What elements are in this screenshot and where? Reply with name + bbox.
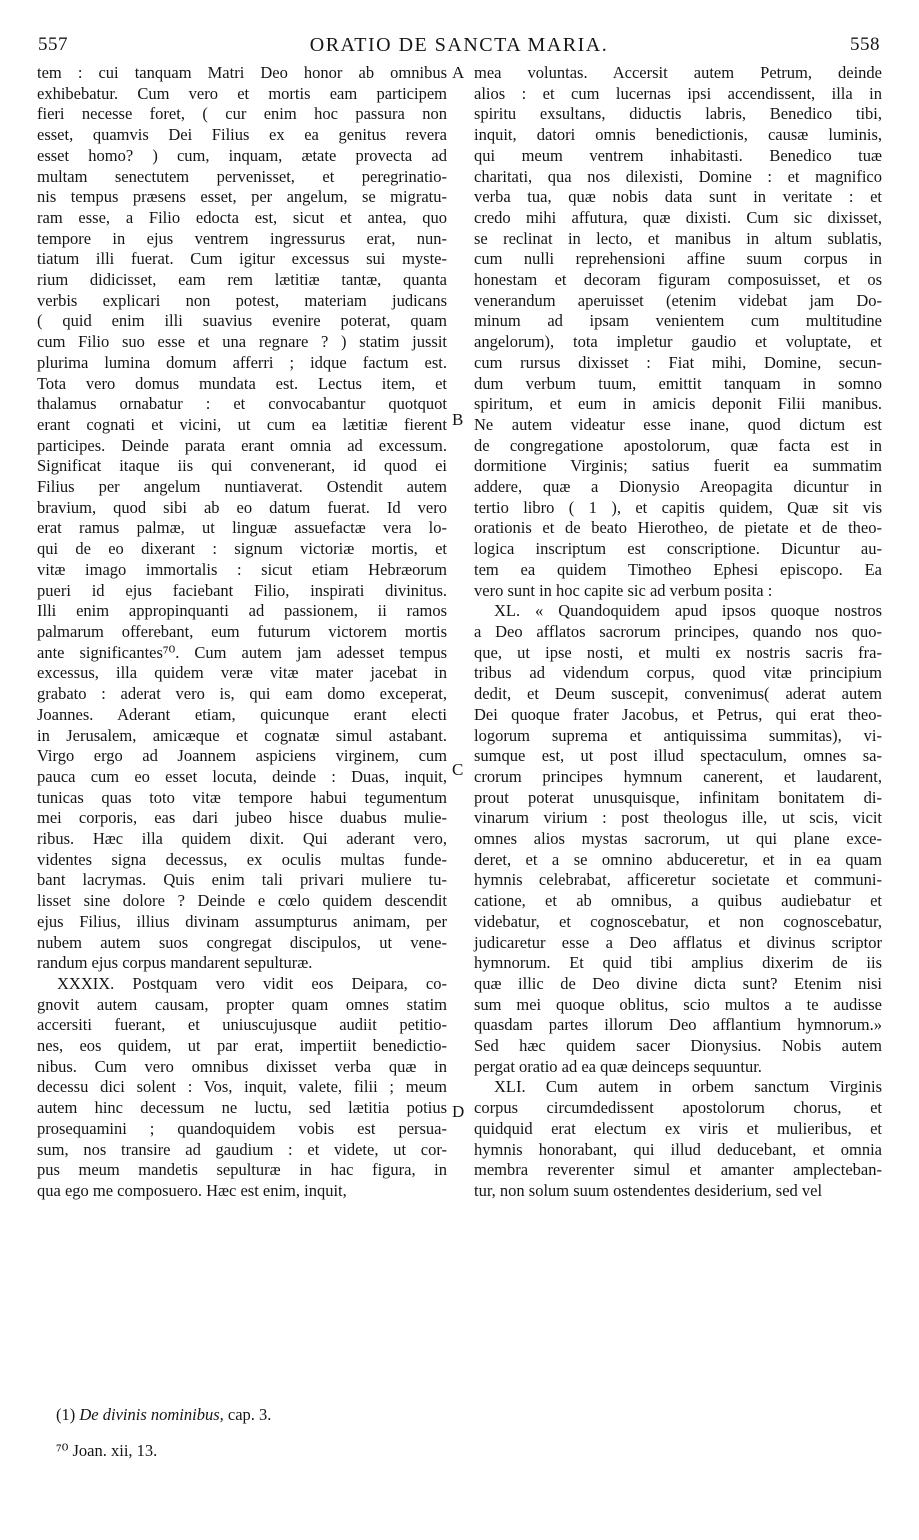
text-line: omnes alios mystas sacrorum, ut qui plane exce- bbox=[474, 829, 882, 849]
text-line: pergat oratio ad ea quæ deinceps sequuntur. bbox=[474, 1056, 762, 1076]
margin-letter-c: C bbox=[452, 760, 464, 779]
text-line: verba tua, quæ nobis data sunt in veritate : et bbox=[474, 187, 882, 207]
text-line: tur, non solum suum ostendentes desiderium, sed vel bbox=[474, 1180, 823, 1200]
text-line: cum Filio suo esse et una regnare ? ) statim jussit bbox=[37, 332, 447, 352]
footnote-1 bbox=[56, 1405, 271, 1425]
text-line: autem hinc decessum ne luctu, sed lætitia potius bbox=[37, 1098, 447, 1118]
text-line: pueri id ejus faciebant Filio, inspirati divinitus. bbox=[37, 580, 447, 600]
text-line: sumque est, ut post illud spectaculum, omnes sa- bbox=[474, 746, 882, 766]
text-line: qui meum ventrem inhabitasti. Benedico tuæ bbox=[474, 145, 882, 165]
text-line: vero sunt in hoc capite sic ad verbum posita : bbox=[474, 580, 773, 600]
text-line: videntes signa decessus, ex oculis multas funde- bbox=[37, 849, 447, 869]
text-line: qua ego me composuero. Hæc est enim, inquit, bbox=[37, 1180, 347, 1200]
text-line: plurima lumina domum afferri ; idque factum est. bbox=[37, 352, 447, 372]
text-line: Filius per angelum nuntiaverat. Ostendit autem bbox=[37, 477, 447, 497]
margin-letter-d: D bbox=[452, 1102, 465, 1121]
text-line: Dei quoque frater Jacobus, et Petrus, qui erat theo- bbox=[474, 704, 882, 724]
text-line: ribus. Hæc illa quidem dixit. Qui aderant vero, bbox=[37, 829, 447, 849]
text-line: spiritu exsultans, diductis labris, Benedico tibi, bbox=[474, 104, 882, 124]
text-line: angelorum), tota impletur gaudio et voluptate, et bbox=[474, 332, 882, 352]
text-line: deret, et a se omnino abduceretur, et in ea quam bbox=[474, 849, 882, 869]
text-line: prosequamini ; quandoquidem vobis est persua- bbox=[37, 1118, 447, 1138]
text-line: crorum principes hymnum canerent, et laudarent, bbox=[474, 766, 882, 786]
text-line: palmarum offerebant, eum futurum victorem mortis bbox=[37, 621, 447, 641]
text-line: in Jerusalem, amicæque et cognatæ simul astabant. bbox=[37, 725, 447, 745]
page-number-right: 558 bbox=[850, 34, 880, 55]
text-line: mei corporis, eas dari jubeo hisce duabus mulie- bbox=[37, 808, 447, 828]
text-line: Virgo ergo ad Joannem aspiciens virginem, cum bbox=[37, 746, 447, 766]
text-line: bant lacrymas. Quis enim tali privari muliere tu- bbox=[37, 870, 447, 890]
text-line: venerandum aperuisset (etenim videbat jam Do- bbox=[474, 290, 882, 310]
text-line: membra reverenter simul et amanter amplecteban- bbox=[474, 1160, 882, 1180]
text-line: thalamus ornabatur : et convocabantur quotquot bbox=[37, 394, 447, 414]
left-column bbox=[37, 63, 447, 1202]
text-line: videbatur, et cognoscebatur, et non cognoscebatur, bbox=[474, 911, 882, 931]
footnote-1-ref: cap. 3. bbox=[227, 1405, 272, 1424]
text-line: charitati, qua nos dilexisti, Domine : et magnifico bbox=[474, 166, 882, 186]
text-line: verbis explicari non potest, materiam judicans bbox=[37, 290, 447, 310]
footnotes bbox=[56, 1405, 271, 1461]
footnote-70: ⁷⁰ Joan. xii, 13. bbox=[56, 1441, 158, 1460]
text-line: quidquid erat electum ex viris et mulieribus, et bbox=[474, 1118, 882, 1138]
footnote-1-title: De divinis nominibus, bbox=[79, 1405, 224, 1424]
text-line: esset, quamvis Dei Filius ex ea genitus revera bbox=[37, 125, 447, 145]
text-line: decessu dici solent : Vos, inquit, valete, filii ; meum bbox=[37, 1077, 447, 1097]
text-line: bravium, quod sibi ab eo datum fuerat. Id vero bbox=[37, 497, 447, 517]
text-line: excessus, illa quidem veræ vitæ mater jacebat in bbox=[37, 663, 447, 683]
text-line: gnovit autem causam, propter quam omnes statim bbox=[37, 994, 447, 1014]
text-line: accersiti fuerant, et uniuscujusque audiit petitio- bbox=[37, 1015, 447, 1035]
text-line: ram esse, a Filio edocta est, sicut et antea, quo bbox=[37, 207, 447, 227]
text-line: de congregatione apostolorum, quæ facta est in bbox=[474, 435, 882, 455]
text-line: tempore in ejus ventrem ingressurus erat, nun- bbox=[37, 228, 447, 248]
text-line: exhibebatur. Cum vero et mortis eam participem bbox=[37, 83, 447, 103]
text-line: judicaretur esse a Deo afflatus et divinus scriptor bbox=[474, 932, 882, 952]
margin-letter-b: B bbox=[452, 410, 464, 429]
text-line: dedit, et Deum suscepit, convenimus( aderat autem bbox=[474, 684, 882, 704]
page-header bbox=[38, 34, 880, 62]
footnote-1-marker: (1) bbox=[56, 1405, 76, 1424]
running-title: ORATIO DE SANCTA MARIA. bbox=[309, 34, 609, 56]
text-line: XXXIX. Postquam vero vidit eos Deipara, co- bbox=[57, 973, 447, 993]
text-line: multam senectutem pervenisset, et peregrinatio- bbox=[37, 166, 447, 186]
text-line: hymnis celebrabat, afficeretur societate et communi- bbox=[474, 870, 882, 890]
page-number-left: 557 bbox=[38, 34, 68, 55]
text-line: vinarum virium : post theologus ille, ut scis, vicit bbox=[474, 808, 882, 828]
text-line: mea voluntas. Accersit autem Petrum, deinde bbox=[474, 63, 882, 82]
text-line: XLI. Cum autem in orbem sanctum Virginis bbox=[494, 1077, 882, 1097]
text-line: orationis et de beato Hierotheo, de pietate et de theo- bbox=[474, 518, 882, 538]
margin-letter-a: A bbox=[452, 63, 465, 82]
text-line: quæ illic de Deo divine dicta sunt? Etenim nisi bbox=[474, 973, 882, 993]
text-line: Significat itaque iis qui convenerant, id quod ei bbox=[37, 456, 447, 476]
text-line: Sed hæc quidem sacer Dionysius. Nobis autem bbox=[474, 1036, 882, 1056]
text-line: dormitione Virginis; satius fuerit ea summatim bbox=[474, 456, 882, 476]
text-line: sum mei quoque oblitus, scio multos a te audisse bbox=[474, 994, 882, 1014]
text-line: participes. Deinde parata erant omnia ad excessum. bbox=[37, 435, 447, 455]
text-line: logorum suprema et antiquissima summitas), vi- bbox=[474, 725, 882, 745]
text-line: grabato : aderat vero is, qui eam domo exceperat, bbox=[37, 684, 447, 704]
text-line: cum rursus dixisset : Fiat mihi, Domine, secun- bbox=[474, 352, 882, 372]
text-line: logica inscriptum est conscriptione. Dicuntur au- bbox=[474, 539, 882, 559]
text-line: Tota vero domus mundata est. Lectus item, et bbox=[37, 373, 447, 393]
text-line: prout poterat unusquisque, infinitam bonitatem di- bbox=[474, 787, 882, 807]
text-line: dum verbum tuum, emittit tanquam in somno bbox=[474, 373, 882, 393]
text-line: alios : et cum lucernas ipsi accendissent, illa in bbox=[474, 83, 882, 103]
text-line: catione, et ab omnibus, a quibus audiebatur et bbox=[474, 891, 882, 911]
text-line: tunicas quas toto vitæ tempore habui tegumentum bbox=[37, 787, 447, 807]
text-line: fieri necesse foret, ( cur enim hoc passura non bbox=[37, 104, 447, 124]
text-line: tem ea quidem Timotheo Ephesi episcopo. Ea bbox=[474, 559, 882, 579]
text-line: ante significantes⁷⁰. Cum autem jam adesset tempus bbox=[37, 642, 447, 662]
text-line: hymnorum. Et quid tibi amplius dixerim de iis bbox=[474, 953, 882, 973]
text-line: cum nulli reprehensioni affine suum corpus in bbox=[474, 249, 882, 269]
text-line: erant cognati et vicini, ut cum ea lætitiæ fierent bbox=[37, 414, 447, 434]
text-line: vitæ imago immortalis : sicut etiam Hebræorum bbox=[37, 559, 447, 579]
text-line: quasdam partes illorum Deo afflantium hymnorum.» bbox=[474, 1015, 882, 1035]
text-line: a Deo afflatos sacrorum principes, quando nos quo- bbox=[474, 621, 882, 641]
text-line: ejus Filius, illius divinam assumpturus animam, per bbox=[37, 911, 447, 931]
text-line: rium didicisset, eam rem lætitiæ tantæ, quanta bbox=[37, 270, 447, 290]
text-line: nibus. Cum vero omnibus dixisset verba quæ in bbox=[37, 1056, 447, 1076]
text-line: tertio libro ( 1 ), et capitis quidem, Quæ sit vis bbox=[474, 497, 882, 517]
text-line: qui de eo dixerant : signum victoriæ mortis, et bbox=[37, 539, 447, 559]
text-line: hymnis honorabant, qui illud deducebant, et omnia bbox=[474, 1139, 882, 1159]
text-line: Joannes. Aderant etiam, quicunque erant electi bbox=[37, 704, 447, 724]
text-line: XL. « Quandoquidem apud ipsos quoque nostros bbox=[494, 601, 882, 621]
text-line: esset homo? ) cum, inquam, ætate provecta ad bbox=[37, 145, 447, 165]
text-line: pauca cum eo esset locuta, deinde : Duas, inquit, bbox=[37, 766, 447, 786]
text-line: addere, quæ a Dionysio Areopagita dicuntur in bbox=[474, 477, 882, 497]
text-line: tribus ad videndum corpus, quod vitæ principium bbox=[474, 663, 882, 683]
text-line: lisset sine dolore ? Deinde e cœlo quidem descendit bbox=[37, 891, 447, 911]
text-line: que, ut ipse nosti, et multi ex nostris sacris fra- bbox=[474, 642, 882, 662]
text-line: tiatum illi fuerat. Cum igitur excessus sui myste- bbox=[37, 249, 447, 269]
text-line: minum ad ipsam venientem cum multitudine bbox=[474, 311, 882, 331]
text-line: erat ramus palmæ, ut linguæ assuefactæ vera lo- bbox=[37, 518, 447, 538]
text-line: Ne autem videatur esse inane, quod dictum est bbox=[474, 414, 882, 434]
right-column bbox=[474, 63, 882, 1202]
text-line: ( quid enim illi suavius evenire poterat, quam bbox=[37, 311, 447, 331]
text-line: corpus circumdedissent apostolorum chorus, et bbox=[474, 1098, 882, 1118]
text-line: inquit, datori omnis benedictionis, causæ luminis, bbox=[474, 125, 882, 145]
text-line: pus meum mandetis sepulturæ in hac figura, in bbox=[37, 1160, 447, 1180]
text-line: se reclinat in lecto, et manibus in altum sublatis, bbox=[474, 228, 882, 248]
text-line: nis tempus præsens esset, per angelum, se migratu- bbox=[37, 187, 447, 207]
text-line: credo mihi affutura, quæ dixisti. Cum sic dixisset, bbox=[474, 207, 882, 227]
text-line: honestam et decoram figuram composuisset, et os bbox=[474, 270, 882, 290]
text-line: Illi enim appropinquanti ad passionem, ii ramos bbox=[37, 601, 447, 621]
text-line: nubem autem suos congregat discipulos, ut vene- bbox=[37, 932, 447, 952]
text-line: randum ejus corpus mandarent sepulturæ. bbox=[37, 953, 313, 973]
text-line: nes, eos quidem, ut par erat, impertiit benedictio- bbox=[37, 1036, 447, 1056]
text-line: sum, nos transire ad gaudium : et videte, ut cor- bbox=[37, 1139, 447, 1159]
text-line: spiritum, et eum in amicis deponit Filii manibus. bbox=[474, 394, 882, 414]
text-line: tem : cui tanquam Matri Deo honor ab omnibus bbox=[37, 63, 447, 82]
